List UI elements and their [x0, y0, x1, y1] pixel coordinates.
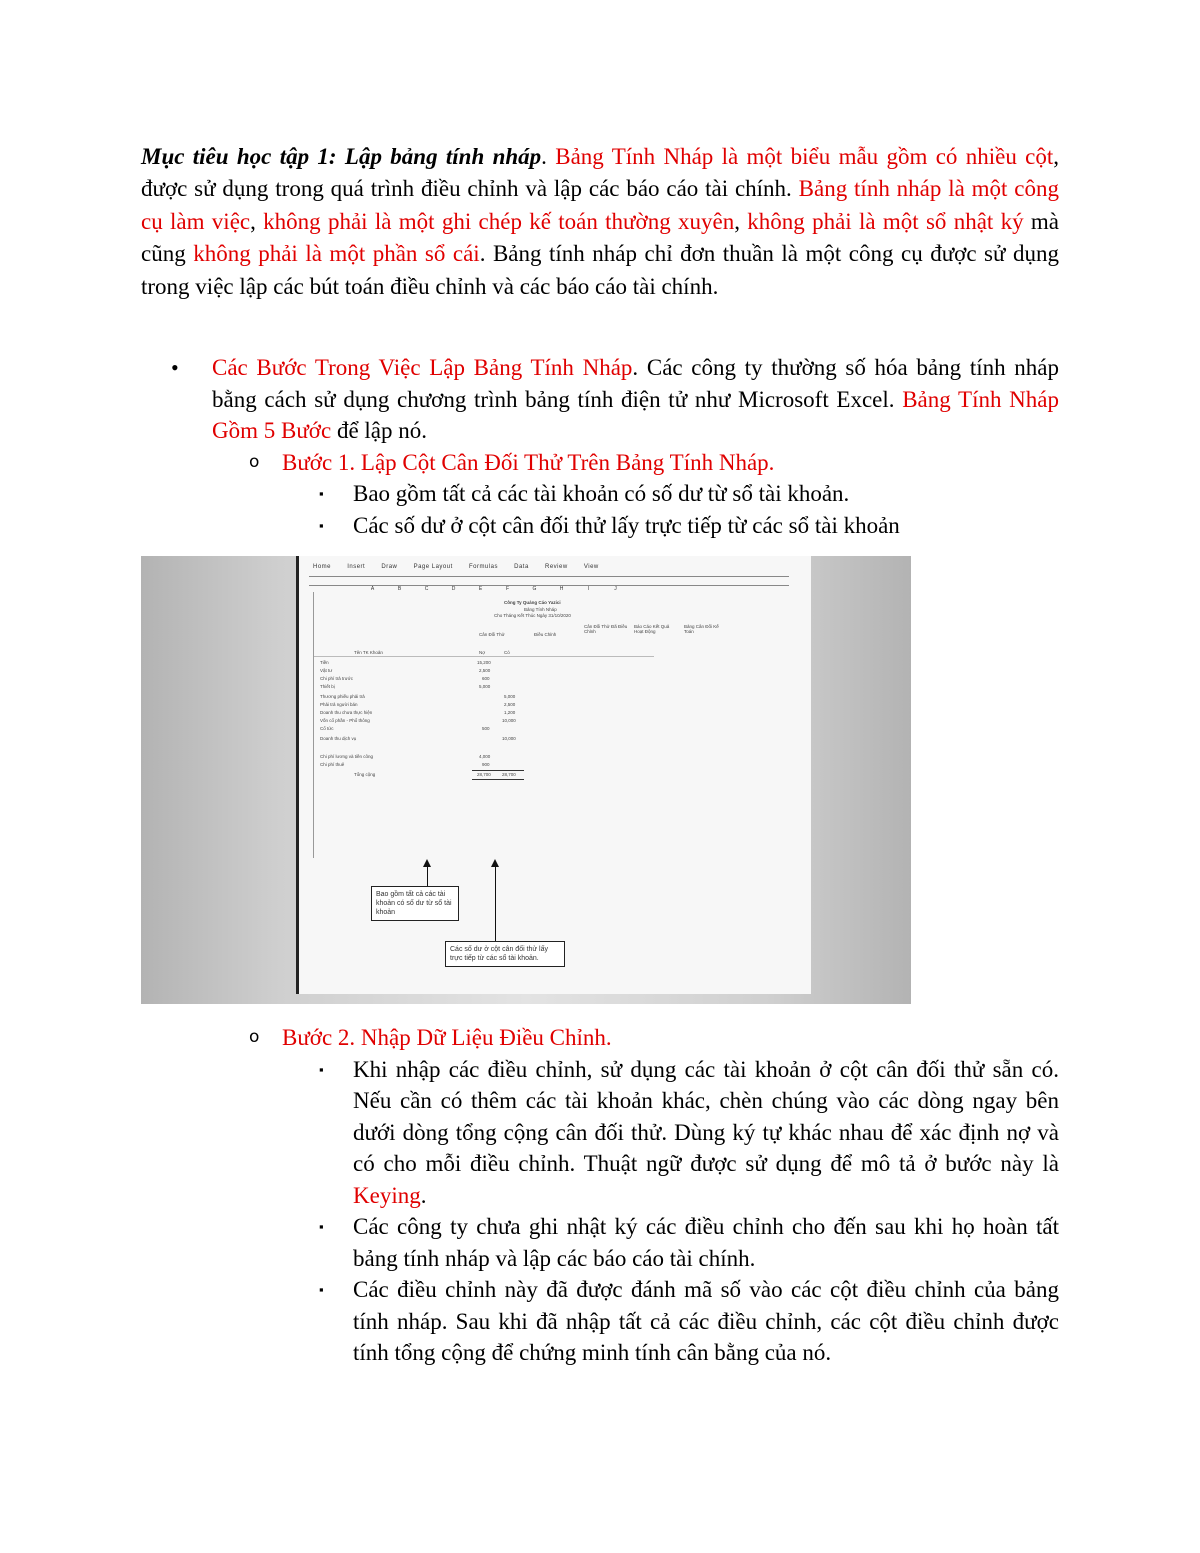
sheet-grid: Công Ty Quảng Cáo Yazici Bảng Tính Nháp Cho Tháng Kết Thúc Ngày 31/10/2020 Cân Đối Thử Điều Chỉnh Cân Đối Thử Đã Điều Chỉnh Báo Cáo Kết Quả Hoạt Động Bảng Cân Đối Kế Toán Tên TK Khoản Nợ Có Tiền Vật tư Chi phí trả trước Thiết bị Thương phiếu phải trả Phải trả người bán Doanh thu chưa thực hiện Vốn cổ phần - Phổ thông Cổ tức Doanh thu dịch vụ Chi phí lương và tiền công Chi phí thuê Tổng cộng 15,200 2,500 600 5,000 5,000 2,500 1,200 10,000 500 10,000 4,000 900 28,700 28,700 [313, 592, 744, 858]
arrow-up-icon [495, 866, 496, 946]
worksheet-screenshot [141, 556, 911, 1004]
square-bullet-icon: ▪ [319, 1282, 324, 1297]
callout-all-accounts: Bao gồm tất cả các tài khoản có số dư từ sổ tài khoản [371, 886, 459, 921]
column-headers: A B C D E F G H I J [370, 586, 617, 592]
bullet-icon: • [171, 355, 179, 380]
list-item: ▪ Các số dư ở cột cân đối thử lấy trực tiếp từ các sổ tài khoản [141, 510, 1059, 542]
steps-list [141, 352, 1059, 541]
steps-list-continued [141, 1022, 1059, 1369]
list-item: • Các Bước Trong Việc Lập Bảng Tính Nháp. Các công ty thường số hóa bảng tính nháp bằng cách sử dụng chương trình bảng tính điện tử như Microsoft Excel. Bảng Tính Nháp Gồm 5 Bước để lập nó. [141, 352, 1059, 447]
step-1-heading: o Bước 1. Lập Cột Cân Đối Thử Trên Bảng Tính Nháp. [141, 447, 1059, 479]
callout-balances: Các số dư ở cột cân đối thử lấy trực tiếp từ các sổ tài khoản. [445, 941, 565, 967]
learning-objective-title: Mục tiêu học tập 1: Lập bảng tính nháp [141, 144, 542, 169]
square-bullet-icon: ▪ [319, 1061, 324, 1077]
square-bullet-icon: ▪ [319, 517, 324, 533]
list-item: ▪ Các điều chỉnh này đã được đánh mã số vào các cột điều chỉnh của bảng tính nháp. Sau khi đã nhập tất cả các điều chỉnh, các cột điều chỉnh được tính tổng cộng để chứng minh tính cân bằng của nó. [141, 1274, 1059, 1369]
scanned-spreadsheet [296, 556, 811, 994]
square-bullet-icon: ▪ [319, 486, 324, 501]
intro-paragraph: Mục tiêu học tập 1: Lập bảng tính nháp. Bảng Tính Nháp là một biểu mẫu gồm có nhiều cột, được sử dụng trong quá trình điều chỉnh và lập các báo cáo tài chính. Bảng tính nháp là một công cụ làm việc, không phải là một ghi chép kế toán thường xuyên, không phải là một sổ nhật ký mà cũng không phải là một phần sổ cái. Bảng tính nháp chỉ đơn thuần là một công cụ được sử dụng trong việc lập các bút toán điều chỉnh và các báo cáo tài chính. [141, 144, 1060, 299]
list-item: ▪ Bao gồm tất cả các tài khoản có số dư từ sổ tài khoản. [141, 478, 1059, 510]
circle-bullet-icon: o [249, 451, 260, 472]
formula-bar [309, 576, 789, 586]
circle-bullet-icon: o [249, 1027, 260, 1047]
step-2-heading: o Bước 2. Nhập Dữ Liệu Điều Chỉnh. [141, 1022, 1059, 1054]
ribbon-tabs: Home Insert Draw Page Layout Formulas Data Review View [313, 564, 599, 570]
list-item: ▪ Khi nhập các điều chỉnh, sử dụng các tài khoản ở cột cân đối thử sẵn có. Nếu cần có thêm các tài khoản khác, chèn chúng vào các dòng ngay bên dưới dòng tổng cộng cân đối thử. Dùng ký tự khác nhau để xác định nợ và có cho mỗi điều chỉnh. Thuật ngữ được sử dụng để mô tả ở bước này là Keying. [141, 1054, 1059, 1212]
square-bullet-icon: ▪ [319, 1219, 324, 1234]
list-item: ▪ Các công ty chưa ghi nhật ký các điều chỉnh cho đến sau khi họ hoàn tất bảng tính nháp và lập các báo cáo tài chính. [141, 1211, 1059, 1274]
